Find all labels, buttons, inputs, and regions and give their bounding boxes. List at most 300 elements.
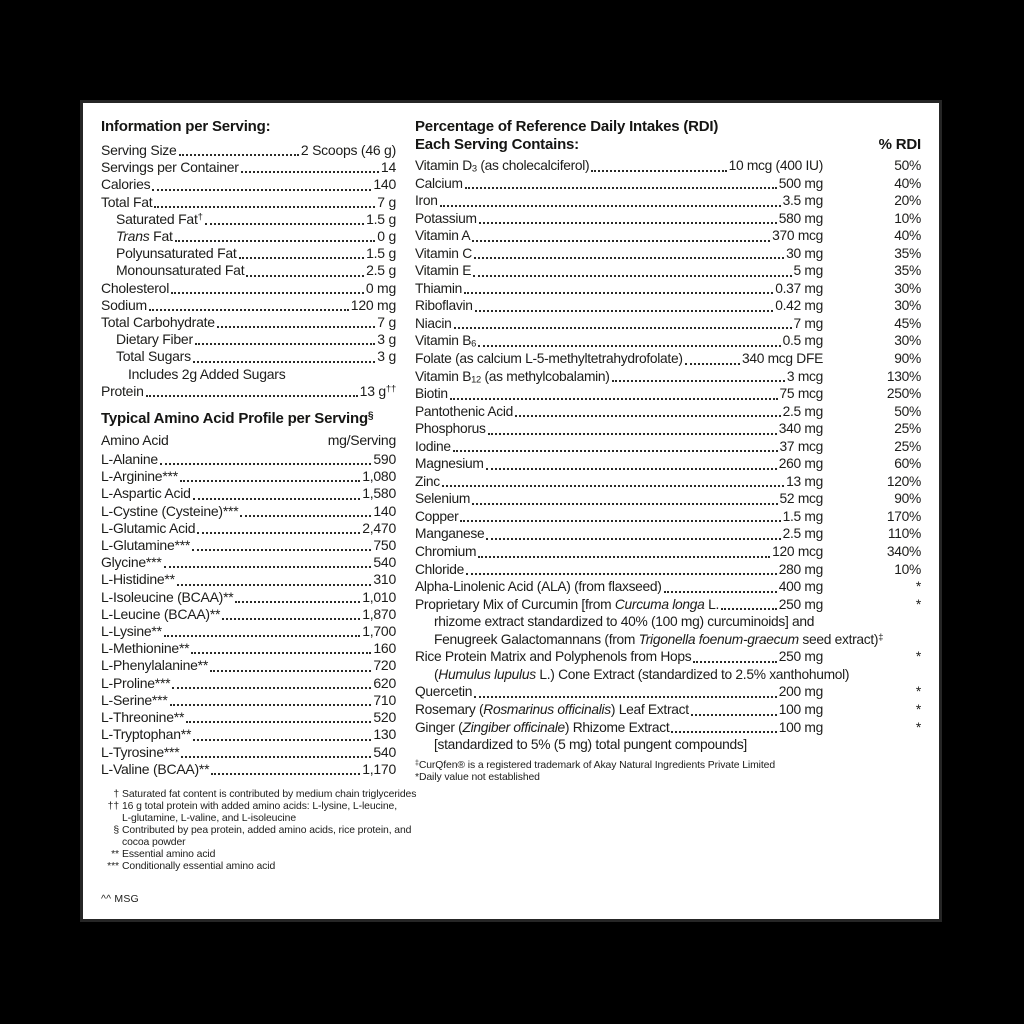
rdi-label: Phosphorus — [415, 421, 486, 437]
rdi-row-main — [415, 385, 823, 403]
dot-leader — [179, 154, 299, 156]
rdi-heading-line1: Percentage of Reference Daily Intakes (RDI) — [415, 118, 719, 135]
dot-leader — [170, 704, 372, 706]
rdi-row — [415, 403, 921, 421]
rdi-amount: 340 mcg DFE — [741, 351, 823, 367]
rdi-row — [415, 490, 921, 508]
dot-leader — [239, 257, 365, 259]
rdi-row-main — [415, 157, 823, 175]
dot-leader — [465, 187, 777, 189]
rdi-percent: 25% — [894, 438, 921, 454]
row-value: 1,870 — [362, 605, 396, 622]
rdi-row — [415, 175, 921, 193]
rdi-row — [415, 420, 921, 438]
dot-leader — [217, 326, 375, 328]
nutrition-row — [101, 744, 396, 761]
nutrition-row — [101, 675, 396, 692]
rdi-label: Manganese — [415, 526, 485, 542]
rdi-row-main — [415, 350, 823, 368]
rdi-label: Vitamin E — [415, 263, 472, 279]
dot-leader — [515, 415, 781, 417]
rdi-percent: 110% — [887, 526, 921, 542]
nutrition-row — [101, 554, 396, 571]
rdi-label: Magnesium — [415, 456, 484, 472]
dot-leader — [478, 345, 781, 347]
rdi-amount: 370 mcg — [772, 228, 823, 244]
row-value: 1,700 — [362, 623, 396, 640]
rdi-percent: 90% — [894, 491, 921, 507]
row-value: 710 — [373, 691, 396, 708]
row-label: Saturated Fat† — [116, 210, 203, 227]
rdi-row-main — [415, 262, 823, 280]
dot-leader — [472, 503, 777, 505]
row-value: 2,470 — [362, 519, 396, 536]
rdi-percent: * — [915, 719, 921, 735]
nutrition-row — [101, 606, 396, 623]
row-value: 1,580 — [362, 485, 396, 502]
rdi-row-main — [415, 455, 823, 473]
rdi-amount: 0.42 mg — [775, 298, 823, 314]
nutrition-row — [101, 520, 396, 537]
nutrition-row — [101, 589, 396, 606]
nutrition-list — [101, 142, 396, 400]
nutrition-row — [101, 623, 396, 640]
footnote-text: Saturated fat content is contributed by medium chain triglycerides — [122, 788, 417, 800]
row-label: Total Fat — [101, 193, 153, 210]
nutrition-row — [101, 194, 396, 211]
nutrition-row — [101, 331, 396, 348]
row-label: L-Threonine** — [101, 709, 185, 726]
footnote — [101, 849, 396, 861]
rdi-label: Ginger (Zingiber officinale) Rhizome Extract — [415, 719, 670, 735]
rdi-row — [415, 385, 921, 403]
dot-leader — [685, 363, 740, 365]
rdi-row-main — [415, 508, 823, 526]
footnote-text: 16 g total protein with added amino acids: L-lysine, L-leucine, L-glutamine, L-valine, and L-isoleucine — [122, 801, 397, 825]
nutrition-row — [101, 503, 396, 520]
nutrition-row — [101, 280, 396, 297]
dot-leader — [180, 480, 360, 482]
rdi-amount: 1.5 mg — [782, 508, 823, 524]
rdi-label: Rosemary (Rosmarinus officinalis) Leaf Extract — [415, 701, 689, 717]
rdi-amount: 2.5 mg — [782, 526, 823, 542]
row-label: L-Methionine** — [101, 640, 190, 657]
rdi-amount: 75 mcg — [779, 386, 823, 402]
row-value: 0 g — [377, 228, 396, 245]
rdi-percent: 35% — [894, 245, 921, 261]
rdi-label: Proprietary Mix of Curcumin [from Curcuma longa L. — [415, 596, 719, 612]
dot-leader — [472, 240, 770, 242]
rdi-row — [415, 350, 921, 368]
row-label: L-Glutamine*** — [101, 537, 191, 554]
footnote-marker: § — [113, 825, 119, 837]
rdi-row-main — [415, 192, 823, 210]
rdi-amount: 30 mg — [786, 245, 823, 261]
rdi-percent: 250% — [886, 386, 921, 402]
rdi-row-continuation: Fenugreek Galactomannans (from Trigonella foenum-graecum seed extract)‡ — [434, 631, 884, 647]
row-value: 1.5 g — [366, 210, 396, 227]
row-value: 3 g — [377, 348, 396, 365]
rdi-percent: 50% — [894, 158, 921, 173]
rdi-column — [415, 118, 921, 785]
rdi-label: Copper — [415, 508, 459, 524]
rdi-amount: 13 mg — [786, 473, 823, 489]
row-value: 590 — [373, 451, 396, 468]
dot-leader — [440, 205, 781, 207]
dot-leader — [479, 222, 777, 224]
dot-leader — [442, 485, 784, 487]
nutrition-row — [101, 485, 396, 502]
dot-leader — [191, 652, 371, 654]
rdi-row-main — [415, 315, 823, 333]
row-value: 2 Scoops (46 g) — [300, 142, 396, 158]
row-value: 540 — [373, 554, 396, 571]
row-label: L-Alanine — [101, 451, 158, 468]
rdi-percent: * — [915, 701, 921, 717]
footnote — [101, 825, 412, 849]
nutrition-row — [101, 366, 396, 383]
rdi-label: Chromium — [415, 544, 477, 560]
rdi-row-main — [415, 490, 823, 508]
rdi-label: Niacin — [415, 315, 452, 331]
rdi-amount: 100 mg — [778, 701, 823, 717]
rdi-amount: 52 mcg — [779, 491, 823, 507]
footnote — [101, 788, 417, 801]
rdi-label: Calcium — [415, 175, 463, 191]
row-label: Dietary Fiber — [116, 331, 193, 348]
rdi-row — [415, 683, 921, 701]
rdi-label: Rice Protein Matrix and Polyphenols from Hops — [415, 649, 692, 665]
row-label: Polyunsaturated Fat — [116, 245, 237, 262]
footnote — [101, 801, 396, 825]
rdi-heading-line2 — [415, 136, 921, 154]
row-value: 1,080 — [362, 468, 396, 485]
footnote: ‡CurQfen® is a registered trademark of Akay Natural Ingredients Private Limited — [415, 759, 776, 771]
rdi-row-main — [415, 280, 823, 298]
footnote-marker: *** — [107, 861, 119, 873]
rdi-percent: 170% — [886, 508, 921, 524]
rdi-row-continuation: [standardized to 5% (5 mg) total pungent compounds] — [434, 737, 747, 753]
rdi-amount: 250 mg — [778, 596, 823, 612]
row-value: 130 — [373, 726, 396, 743]
rdi-row-main — [415, 578, 823, 596]
dot-leader — [466, 573, 777, 575]
rdi-row-main — [415, 368, 823, 386]
row-label: L-Isoleucine (BCAA)** — [101, 588, 234, 605]
nutrition-row — [101, 142, 396, 159]
rdi-row-main — [415, 297, 823, 315]
row-label: Total Carbohydrate — [101, 314, 215, 331]
row-label: L-Tyrosine*** — [101, 743, 180, 760]
rdi-row — [415, 596, 921, 614]
row-label: L-Leucine (BCAA)** — [101, 605, 221, 622]
amino-col-value: mg/Serving — [327, 432, 396, 449]
rdi-amount: 3 mcg — [786, 368, 823, 384]
rdi-amount: 100 mg — [778, 719, 823, 735]
rdi-row — [415, 543, 921, 561]
rdi-row-main — [415, 596, 823, 614]
row-value: 540 — [373, 743, 396, 760]
nutrition-row — [101, 314, 396, 331]
rdi-label: Biotin — [415, 386, 448, 402]
rdi-row — [415, 525, 921, 543]
row-label: L-Serine*** — [101, 691, 168, 708]
rdi-row — [415, 561, 921, 579]
rdi-percent: 20% — [894, 193, 921, 209]
dot-leader — [160, 463, 371, 465]
rdi-amount: 37 mcg — [779, 438, 823, 454]
rdi-amount: 0.37 mg — [775, 280, 823, 296]
rdi-row-continuation: (Humulus lupulus L.) Cone Extract (standardized to 2.5% xanthohumol) — [434, 666, 850, 682]
row-value: 7 g — [377, 193, 396, 210]
dot-leader — [240, 515, 371, 517]
dot-leader — [478, 556, 770, 558]
dot-leader — [591, 170, 726, 172]
rdi-label: Zinc — [415, 473, 440, 489]
row-value: 0 mg — [365, 279, 396, 296]
rdi-percent: 90% — [894, 351, 921, 367]
row-label: Cholesterol — [101, 279, 170, 296]
row-value: 140 — [373, 176, 396, 193]
rdi-row — [415, 473, 921, 491]
rdi-percent: 35% — [894, 263, 921, 279]
amino-table-header — [101, 430, 396, 451]
dot-leader — [241, 171, 379, 173]
rdi-label: Pantothenic Acid — [415, 403, 513, 419]
nutrition-row — [101, 176, 396, 193]
rdi-percent: 30% — [894, 298, 921, 314]
rdi-row — [415, 578, 921, 596]
rdi-amount: 3.5 mg — [782, 193, 823, 209]
nutrition-row — [101, 262, 396, 279]
rdi-percent: 30% — [894, 280, 921, 296]
row-label: Glycine*** — [101, 554, 162, 571]
nutrition-row — [101, 451, 396, 468]
rdi-percent: * — [915, 579, 921, 595]
dot-leader — [172, 687, 371, 689]
rdi-label: Vitamin C — [415, 245, 472, 261]
dot-leader — [152, 189, 371, 191]
dot-leader — [205, 223, 364, 225]
dot-leader — [235, 601, 360, 603]
nutrition-row — [101, 468, 396, 485]
rdi-label: Vitamin $B_6$ — [415, 333, 477, 350]
supplement-facts-panel — [80, 100, 942, 922]
rdi-label: Vitamin $B_{12}$ (as methylcobalamin) — [415, 368, 610, 385]
rdi-row — [415, 368, 921, 386]
row-value: 310 — [373, 571, 396, 588]
rdi-label: Selenium — [415, 491, 471, 507]
rdi-amount: 340 mg — [778, 421, 823, 437]
dot-leader — [691, 714, 777, 716]
row-value: 2.5 g — [366, 262, 396, 279]
rdi-row-main — [415, 719, 823, 737]
footnote-text: Essential amino acid — [122, 849, 216, 861]
row-label: Servings per Container — [101, 159, 239, 176]
rdi-row-main — [415, 561, 823, 579]
nutrition-row — [101, 761, 396, 778]
dot-leader — [474, 257, 784, 259]
rdi-percent: 40% — [894, 228, 921, 244]
rdi-label: Chloride — [415, 561, 464, 577]
rdi-percent: 25% — [894, 421, 921, 437]
row-label: L-Valine (BCAA)** — [101, 760, 210, 777]
dot-leader — [177, 584, 372, 586]
rdi-amount: 7 mg — [793, 315, 823, 331]
rdi-amount: 250 mg — [778, 649, 823, 665]
dot-leader — [486, 538, 780, 540]
nutrition-row — [101, 211, 396, 228]
dot-leader — [246, 275, 364, 277]
footnote-marker: † — [113, 788, 119, 800]
footnote: *Daily value not established — [415, 772, 540, 784]
rdi-percent: 340% — [886, 544, 921, 560]
dot-leader — [721, 608, 777, 610]
rdi-row — [415, 332, 921, 350]
nutrition-row — [101, 383, 396, 400]
row-value: 720 — [373, 657, 396, 674]
rdi-label: Riboflavin — [415, 298, 473, 314]
dot-leader — [464, 292, 773, 294]
rdi-list — [415, 157, 921, 754]
rdi-row — [415, 157, 921, 175]
dot-leader — [453, 450, 778, 452]
nutrition-row — [101, 159, 396, 176]
dot-leader — [146, 395, 358, 397]
dot-leader — [671, 731, 776, 733]
dot-leader — [450, 398, 778, 400]
nutrition-row — [101, 348, 396, 365]
nutrition-row — [101, 692, 396, 709]
amino-col-label: Amino Acid — [101, 432, 169, 449]
rdi-row — [415, 245, 921, 263]
rdi-row — [415, 508, 921, 526]
rdi-label: Folate (as calcium L-5-methyltetrahydrofolate) — [415, 351, 683, 367]
row-label: Trans Fat — [116, 228, 173, 245]
row-label: Total Sugars — [116, 348, 191, 365]
nutrition-row — [101, 657, 396, 674]
rdi-amount: 200 mg — [778, 684, 823, 700]
footnote-text: Conditionally essential amino acid — [122, 861, 276, 873]
row-label: L-Arginine*** — [101, 468, 178, 485]
rdi-amount: 260 mg — [778, 456, 823, 472]
row-label: Protein — [101, 382, 144, 399]
dot-leader — [154, 206, 375, 208]
row-value: 620 — [373, 674, 396, 691]
rdi-row-main — [415, 210, 823, 228]
dot-leader — [164, 635, 360, 637]
row-value: 140 — [373, 502, 396, 519]
rdi-percent: * — [915, 596, 921, 612]
rdi-amount: 500 mg — [778, 175, 823, 191]
rdi-row — [415, 192, 921, 210]
nutrition-row — [101, 571, 396, 588]
rdi-row — [415, 719, 921, 737]
dot-leader — [474, 696, 777, 698]
dot-leader — [197, 532, 360, 534]
rdi-row — [415, 262, 921, 280]
rdi-percent: 30% — [894, 333, 921, 349]
row-value: 14 — [380, 159, 396, 176]
row-label: Calories — [101, 176, 151, 193]
amino-profile-heading: Typical Amino Acid Profile per Serving§ — [101, 410, 374, 428]
information-column — [101, 118, 417, 905]
nutrition-row — [101, 640, 396, 657]
row-value: 120 mg — [350, 296, 396, 313]
nutrition-row — [101, 245, 396, 262]
amino-acid-list — [101, 451, 396, 778]
dot-leader — [473, 275, 791, 277]
row-value: 520 — [373, 709, 396, 726]
row-value: 7 g — [377, 314, 396, 331]
row-label: Serving Size — [101, 142, 177, 158]
row-label: Monounsaturated Fat — [116, 262, 245, 279]
rdi-label: Alpha-Linolenic Acid (ALA) (from flaxseed) — [415, 579, 662, 595]
rdi-label: Vitamin A — [415, 228, 471, 244]
rdi-percent: 130% — [886, 368, 921, 384]
row-value: 160 — [373, 640, 396, 657]
footnote-text: Contributed by pea protein, added amino acids, rice protein, and cocoa powder — [122, 825, 412, 849]
rdi-amount: 2.5 mg — [782, 403, 823, 419]
footnote — [101, 861, 396, 873]
rdi-label: Iron — [415, 193, 438, 209]
row-label: L-Proline*** — [101, 674, 171, 691]
rdi-amount: 400 mg — [778, 579, 823, 595]
dot-leader — [149, 309, 349, 311]
dot-leader — [454, 327, 792, 329]
dot-leader — [211, 773, 360, 775]
dot-leader — [460, 520, 780, 522]
row-label: L-Lysine** — [101, 623, 162, 640]
rdi-row — [415, 315, 921, 333]
rdi-percent: 60% — [894, 456, 921, 472]
rdi-amount: 580 mg — [778, 210, 823, 226]
row-label: L-Phenylalanine** — [101, 657, 209, 674]
rdi-amount: 120 mcg — [772, 544, 823, 560]
rdi-row-main — [415, 175, 823, 193]
nutrition-row — [101, 709, 396, 726]
row-value: 13 g†† — [359, 382, 396, 399]
rdi-row — [415, 227, 921, 245]
rdi-amount: 0.5 mg — [782, 333, 823, 349]
dot-leader — [175, 240, 376, 242]
rdi-row-main — [415, 420, 823, 438]
rdi-label: Quercetin — [415, 684, 473, 700]
dot-leader — [486, 468, 777, 470]
rdi-percent: 40% — [894, 175, 921, 191]
dot-leader — [222, 618, 360, 620]
row-label: Includes 2g Added Sugars — [128, 365, 286, 382]
rdi-percent: * — [915, 684, 921, 700]
dot-leader — [664, 591, 777, 593]
rdi-row — [415, 280, 921, 298]
dot-leader — [693, 661, 776, 663]
rdi-label: Vitamin $D_3$ (as cholecalciferol) — [415, 158, 590, 174]
rdi-row — [415, 438, 921, 456]
rdi-row-main — [415, 701, 823, 719]
dot-leader — [164, 566, 372, 568]
row-value: 3 g — [377, 331, 396, 348]
rdi-row-main — [415, 543, 823, 561]
dot-leader — [186, 721, 371, 723]
row-label: L-Tryptophan** — [101, 726, 192, 743]
rdi-row — [415, 648, 921, 666]
rdi-row-main — [415, 525, 823, 543]
rdi-amount: 5 mg — [793, 263, 823, 279]
row-label: L-Cystine (Cysteine)*** — [101, 502, 239, 519]
rdi-percent: * — [915, 649, 921, 665]
row-label: Sodium — [101, 296, 147, 313]
